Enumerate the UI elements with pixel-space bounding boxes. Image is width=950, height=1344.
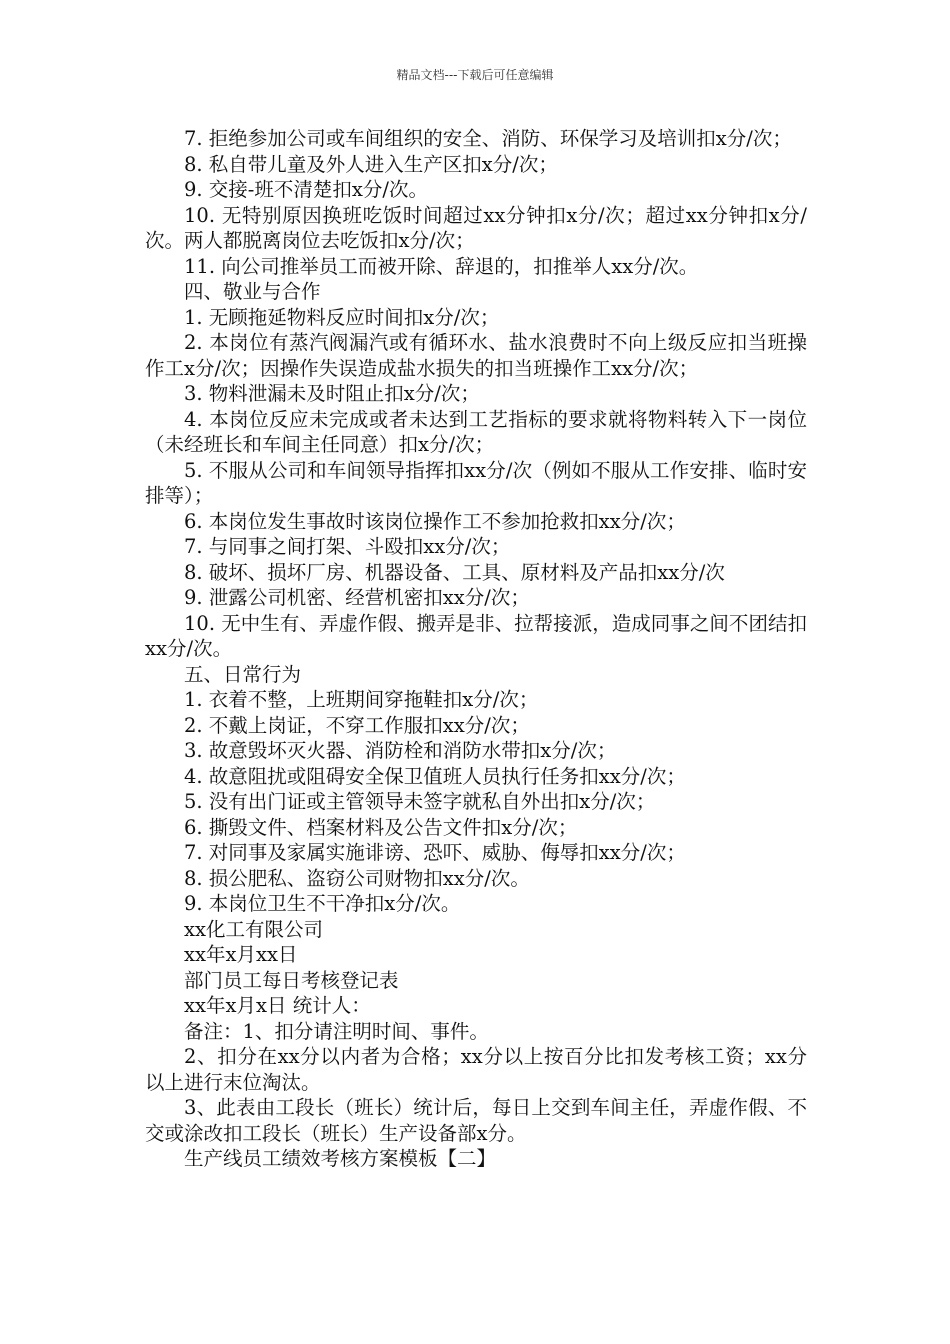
paragraph: 五、日常行为 (184, 662, 302, 686)
paragraph: 6. 撕毁文件、档案材料及公告文件扣x分/次； (184, 815, 578, 839)
paragraph: 10. 无特别原因换班吃饭时间超过xx分钟扣x分/次；超过xx分钟扣x分/次。两人都脱离岗位去吃饭扣x分/次； (145, 203, 807, 252)
paragraph: 3. 故意毁坏灭火器、消防栓和消防水带扣x分/次； (184, 739, 617, 762)
paragraph: 8. 损公肥私、盗窃公司财物扣xx分/次。 (184, 866, 530, 890)
paragraph: 备注：1、扣分请注明时间、事件。 (184, 1019, 489, 1043)
paragraph: 2. 本岗位有蒸汽阀漏汽或有循环水、盐水浪费时不向上级反应扣当班操作工x分/次；因操作失误造成盐水损失的扣当班操作工xx分/次； (145, 331, 807, 380)
paragraph: 2、扣分在xx分以内者为合格；xx分以上按百分比扣发考核工资；xx分以上进行末位淘汰。 (145, 1045, 807, 1094)
paragraph: xx年x月x日 统计人： (184, 994, 371, 1017)
paragraph: 生产线员工绩效考核方案模板【二】 (184, 1147, 497, 1170)
page-header: 精品文档---下载后可任意编辑 (396, 68, 554, 82)
paragraph: 7. 对同事及家属实施诽谤、恐吓、威胁、侮辱扣xx分/次； (184, 841, 686, 864)
paragraph: 8. 私自带儿童及外人进入生产区扣x分/次； (184, 152, 558, 176)
paragraph: 部门员工每日考核登记表 (184, 968, 399, 992)
paragraph: 5. 不服从公司和车间领导指挥扣xx分/次（例如不服从工作安排、临时安排等）； (145, 458, 807, 507)
paragraph: 9. 交接-班不清楚扣x分/次。 (184, 178, 428, 201)
paragraph: 8. 破坏、损坏厂房、机器设备、工具、原材料及产品扣xx分/次 (184, 560, 725, 584)
paragraph: 4. 故意阻扰或阻碍安全保卫值班人员执行任务扣xx分/次； (184, 764, 686, 788)
paragraph: 1. 衣着不整，上班期间穿拖鞋扣x分/次； (184, 688, 539, 711)
document-body (145, 126, 807, 1172)
paragraph: 5. 没有出门证或主管领导未签字就私自外出扣x分/次； (184, 790, 656, 813)
paragraph: 7. 与同事之间打架、斗殴扣xx分/次； (184, 535, 511, 558)
paragraph: 3. 物料泄漏未及时阻止扣x分/次； (184, 382, 480, 405)
paragraph: 10. 无中生有、弄虚作假、搬弄是非、拉帮接派，造成同事之间不团结扣xx分/次。 (145, 611, 807, 660)
paragraph: 3、此表由工段长（班长）统计后，每日上交到车间主任，弄虚作假、不交或涂改扣工段长（班长）生产设备部x分。 (145, 1096, 807, 1145)
paragraph: 1. 无顾拖延物料反应时间扣x分/次； (184, 305, 500, 329)
paragraph: 6. 本岗位发生事故时该岗位操作工不参加抢救扣xx分/次； (184, 509, 686, 533)
paragraph: 四、敬业与合作 (184, 280, 321, 303)
paragraph: 9. 泄露公司机密、经营机密扣xx分/次； (184, 586, 530, 609)
paragraph: xx年x月xx日 (184, 943, 298, 966)
paragraph: xx化工有限公司 (184, 917, 323, 941)
paragraph: 11. 向公司推举员工而被开除、辞退的，扣推举人xx分/次。 (184, 254, 699, 278)
paragraph: 2. 不戴上岗证，不穿工作服扣xx分/次； (184, 713, 530, 737)
paragraph: 9. 本岗位卫生不干净扣x分/次。 (184, 892, 461, 915)
paragraph: 7. 拒绝参加公司或车间组织的安全、消防、环保学习及培训扣x分/次； (184, 127, 792, 150)
paragraph: 4. 本岗位反应未完成或者未达到工艺指标的要求就将物料转入下一岗位（未经班长和车间主任同意）扣x分/次； (145, 407, 807, 456)
